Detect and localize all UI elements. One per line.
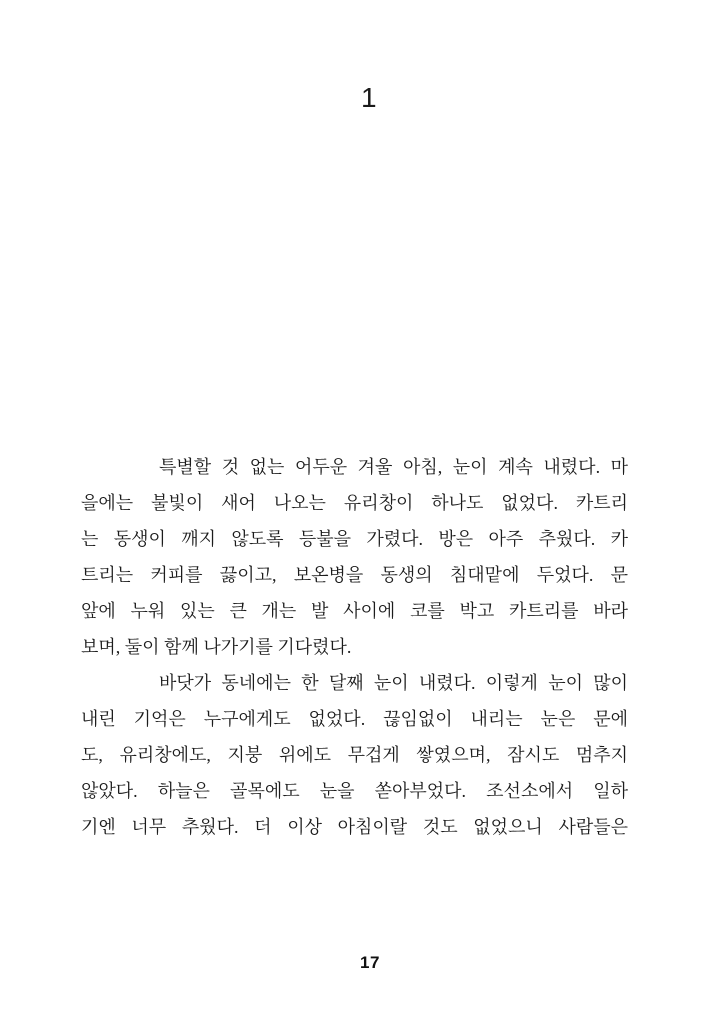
text-line: 않았다. 하늘은 골목에도 눈을 쏟아부었다. 조선소에서 일하 [81,781,628,801]
paragraph-1 [81,449,628,665]
text-line: 트리는 커피를 끓이고, 보온병을 동생의 침대맡에 두었다. 문 [81,565,628,585]
paragraph-2 [81,665,628,845]
text-line: 을에는 불빛이 새어 나오는 유리창이 하나도 없었다. 카트리 [81,493,628,513]
text-line: 바닷가 동네에는 한 달째 눈이 내렸다. 이렇게 눈이 많이 [159,673,628,693]
body-text [81,449,628,845]
text-line: 내린 기억은 누구에게도 없었다. 끊임없이 내리는 눈은 문에 [81,709,628,729]
text-line: 특별할 것 없는 어두운 겨울 아침, 눈이 계속 내렸다. 마 [159,457,628,477]
chapter-number: 1 [360,82,378,113]
text-line: 는 동생이 깨지 않도록 등불을 가렸다. 방은 아주 추웠다. 카 [81,529,628,549]
text-line: 보며, 둘이 함께 나가기를 기다렸다. [81,637,352,657]
text-line: 도, 유리창에도, 지붕 위에도 무겁게 쌓였으며, 잠시도 멈추지 [81,745,628,765]
text-line: 앞에 누워 있는 큰 개는 발 사이에 코를 박고 카트리를 바라 [81,601,628,621]
text-line: 기엔 너무 추웠다. 더 이상 아침이랄 것도 없었으니 사람들은 [81,817,628,837]
page-number: 17 [360,953,380,972]
